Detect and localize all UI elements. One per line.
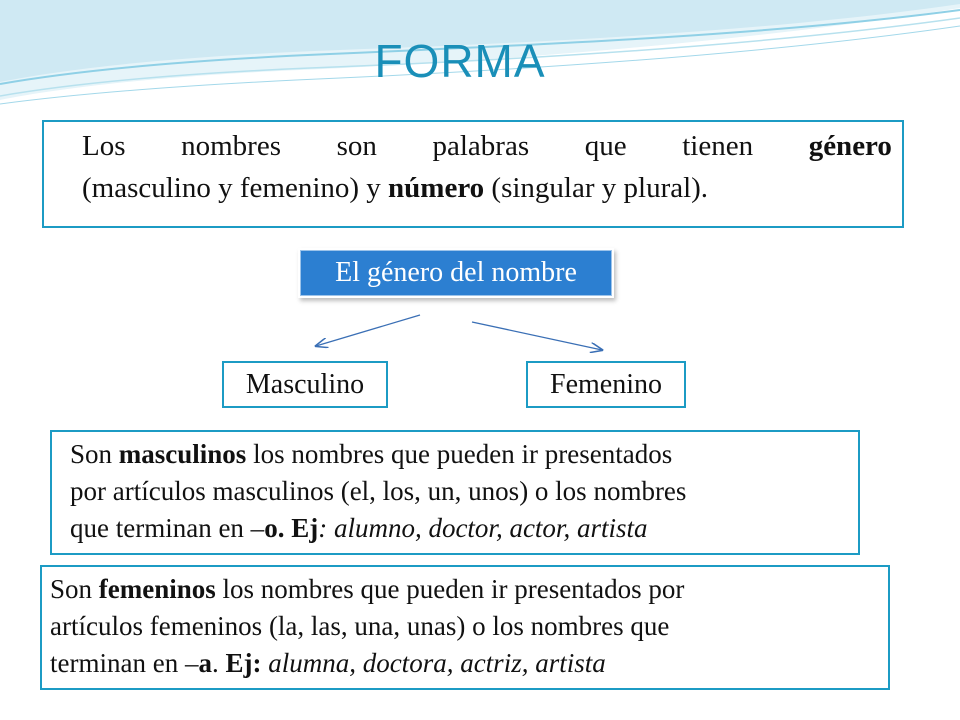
page-title: FORMA <box>374 35 546 87</box>
bold-text: a <box>198 648 212 678</box>
bold-text: o <box>264 513 278 543</box>
masculine-info-box <box>50 430 860 555</box>
feminine-line-3 <box>50 645 888 682</box>
intro-word: son <box>336 130 377 162</box>
text: que terminan en – <box>70 513 265 543</box>
text: terminan en – <box>50 648 199 678</box>
arrow-to-masculine <box>316 315 420 346</box>
text: los nombres que pueden ir presentados <box>246 439 673 469</box>
masculine-line-3 <box>70 510 858 547</box>
intro-text: (singular y plural). <box>484 172 709 204</box>
intro-word: que <box>584 130 627 162</box>
gender-label: El género del nombre <box>300 250 612 296</box>
intro-line-1 <box>82 130 892 163</box>
text: Son <box>70 439 119 469</box>
examples-text: alumno, doctor, actor, artista <box>333 513 648 543</box>
intro-word: tienen <box>682 130 754 162</box>
bold-text: femeninos <box>98 574 216 604</box>
bold-text: masculinos <box>118 439 247 469</box>
branch-arrows <box>0 300 960 370</box>
intro-word: nombres <box>181 130 281 162</box>
feminine-line-2: artículos femeninos (la, las, una, unas) o los nombres que <box>50 611 670 641</box>
intro-word-numero: número <box>388 172 485 204</box>
intro-text: (masculino y femenino) y <box>82 172 389 204</box>
feminine-line-1 <box>50 571 888 608</box>
masculine-line-2: por artículos masculinos (el, los, un, unos) o los nombres <box>70 476 687 506</box>
intro-line-2 <box>82 172 892 205</box>
intro-box <box>42 120 904 228</box>
bold-text: . <box>277 513 292 543</box>
arrow-to-feminine <box>472 322 602 350</box>
text: los nombres que pueden ir presentados por <box>215 574 685 604</box>
examples-text: alumna, doctora, actriz, artista <box>268 648 606 678</box>
text: Son <box>50 574 99 604</box>
text: . <box>211 648 226 678</box>
intro-word: Los <box>82 130 126 162</box>
masculine-line-1 <box>70 436 858 473</box>
masculine-box: Masculino <box>222 361 388 408</box>
feminine-box: Femenino <box>526 361 686 408</box>
italic-text: : <box>318 513 334 543</box>
intro-word-genero: género <box>808 130 892 162</box>
bold-text: Ej <box>291 513 319 543</box>
bold-text: Ej: <box>225 648 262 678</box>
intro-word: palabras <box>432 130 530 162</box>
feminine-info-box <box>40 565 890 690</box>
